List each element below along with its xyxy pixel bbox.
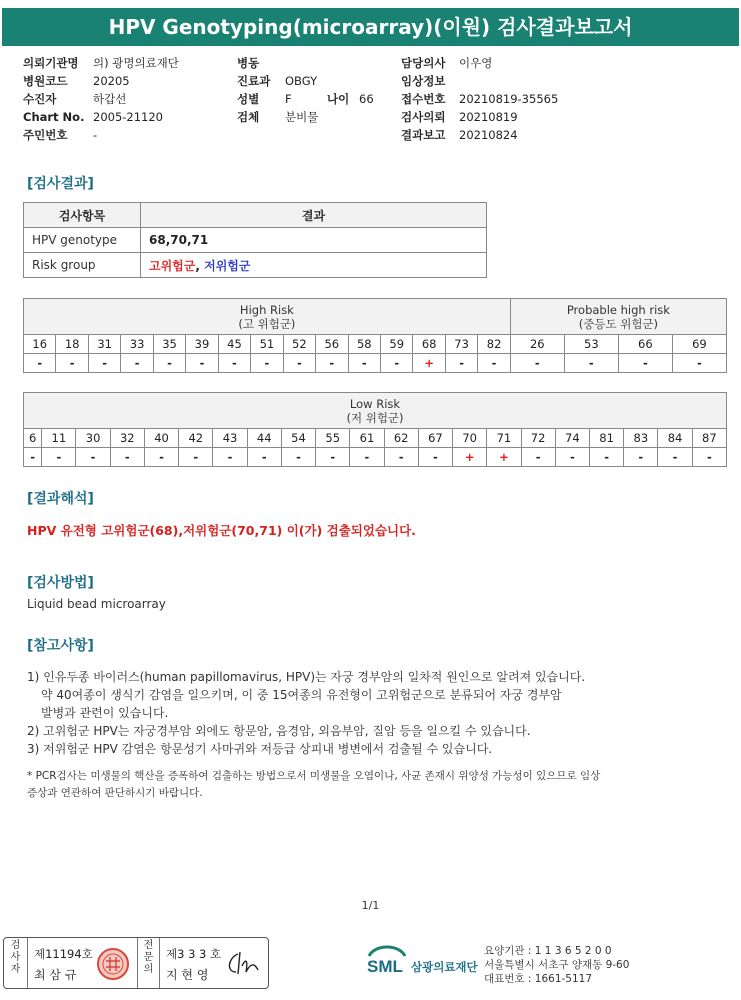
high-risk-result-cell-4: - [153,354,185,373]
low-risk-type-cell-8: 54 [281,429,315,448]
request-date-value: 20210819 [459,110,518,124]
low-risk-type-cell-12: 67 [418,429,452,448]
low-risk-result-cell-14: + [487,448,521,467]
pcr-note-line: * PCR검사는 미생물의 핵산을 증폭하여 검출하는 방법으로서 미생물을 오염이나, 사균 존재시 위양성 가능성이 있으므로 임상 [27,770,601,782]
high-risk-type-cell-6: 45 [218,335,250,354]
high-risk-type-cell-13: 73 [445,335,477,354]
low-risk-result-cell-1: - [42,448,76,467]
results-header-item: 검사항목 [24,203,141,228]
high-risk-result-cell-8: - [283,354,315,373]
low-risk-type-cell-5: 42 [179,429,213,448]
low-risk-type-cell-1: 11 [42,429,76,448]
doctor-license: 제3 3 3 호 [166,947,222,961]
pcr-note-line: 증상과 연관하여 판단하시기 바랍니다. [27,787,203,799]
receipt-no-label: 접수번호 [401,92,446,106]
age-label: 나이 [327,92,350,106]
report-date-label: 결과보고 [401,128,446,142]
institution-phone: 대표번호 : 1661-5117 [484,973,593,985]
high-risk-title: High Risk [239,302,294,317]
low-risk-result-cell-11: - [384,448,418,467]
high-risk-subtitle: (고 위험군) [238,316,296,331]
chart-no-value: 2005-21120 [93,110,163,124]
high-risk-type-cell-16: 53 [564,335,618,354]
specimen-label: 검체 [237,110,260,124]
low-risk-type-cell-11: 62 [384,429,418,448]
doctor-name: 지 현 영 [166,968,209,982]
high-risk-result-cell-3: - [121,354,153,373]
inspector-name: 최 삼 규 [34,968,77,982]
results-header-result: 결과 [141,203,487,228]
logo-org: 삼광의료재단 [411,960,478,974]
low-risk-result-cell-18: - [624,448,658,467]
low-risk-result-cell-2: - [76,448,110,467]
high-risk-type-cell-2: 31 [88,335,120,354]
low-risk-result-cell-5: - [179,448,213,467]
low-risk-result-cell-10: - [350,448,384,467]
low-risk-grid [23,392,727,467]
low-risk-type-cell-6: 43 [213,429,247,448]
specialist-label: 전 문 의 [143,940,154,975]
inspector-label: 검 사 자 [10,940,21,975]
risk-high-text: 고위험군 [149,258,196,273]
reference-line: 발병과 관련이 있습니다. [41,706,169,720]
low-risk-type-cell-9: 55 [316,429,350,448]
info-column-1 [23,54,179,144]
low-risk-result-cell-13: + [453,448,487,467]
results-table [23,202,487,278]
high-risk-result-cell-13: - [445,354,477,373]
request-date-label: 검사의뢰 [401,110,446,124]
high-risk-result-cell-15: - [510,354,564,373]
low-risk-title: Low Risk [349,396,401,411]
low-risk-result-cell-6: - [213,448,247,467]
low-risk-header [24,393,727,429]
doctor-value: 이우영 [459,56,493,70]
high-risk-result-cell-11: - [380,354,412,373]
high-risk-type-cell-11: 59 [380,335,412,354]
institution-address: 서울특별시 서초구 양재동 9-60 [484,959,630,971]
references-list [27,668,585,758]
specimen-value: 분비물 [285,110,319,124]
references-section-title: [참고사항] [27,638,94,654]
resident-no-value: - [93,128,98,142]
institution-code: 요양기관 : 1 1 3 6 5 2 0 0 [484,945,612,957]
high-risk-grid [23,298,727,373]
interpretation-text: HPV 유전형 고위험군(68),저위험군(70,71) 이(가) 검출되었습니다. [27,523,416,538]
high-risk-type-cell-8: 52 [283,335,315,354]
low-risk-type-cell-19: 84 [658,429,692,448]
high-risk-result-cell-18: - [672,354,726,373]
high-risk-type-cell-10: 58 [348,335,380,354]
patient-label: 수진자 [23,92,57,106]
sml-logo [365,942,478,980]
method-section-title: [검사방법] [27,575,94,591]
high-risk-result-cell-6: - [218,354,250,373]
receipt-no-value: 20210819-35565 [459,92,559,106]
reference-line: 2) 고위험군 HPV는 자궁경부암 외에도 항문암, 음경암, 외음부암, 질암 등을 일으킬 수 있습니다. [27,724,531,738]
sex-label: 성별 [237,92,260,106]
institution-info [484,944,629,986]
inspector-cell [28,938,138,988]
doctor-cell [160,938,268,988]
org-label: 의뢰기관명 [23,56,79,70]
page-number: 1/1 [361,899,380,912]
low-risk-result-cell-20: - [692,448,726,467]
low-risk-type-cell-16: 74 [555,429,589,448]
table-row [24,228,487,253]
signature-icon [224,948,262,978]
high-risk-type-cell-1: 18 [56,335,88,354]
method-text: Liquid bead microarray [27,597,166,611]
high-risk-result-cell-2: - [88,354,120,373]
low-risk-subtitle: (저 위험군) [346,410,404,425]
high-risk-result-cell-12: + [413,354,445,373]
low-risk-type-cell-0: 6 [24,429,42,448]
logo-text: SML [367,957,403,976]
high-risk-result-cell-16: - [564,354,618,373]
probable-risk-header [510,299,726,335]
low-risk-result-cell-9: - [316,448,350,467]
table-row [24,253,487,278]
high-risk-type-cell-3: 33 [121,335,153,354]
low-risk-result-cell-7: - [247,448,281,467]
low-risk-type-cell-13: 70 [453,429,487,448]
high-risk-type-cell-18: 69 [672,335,726,354]
risk-separator: , [195,258,205,273]
high-risk-type-cell-0: 16 [24,335,56,354]
high-risk-type-cell-9: 56 [316,335,348,354]
high-risk-result-cell-0: - [24,354,56,373]
high-risk-result-cell-5: - [186,354,218,373]
risk-group-label: Risk group [24,253,141,278]
logo-icon [365,942,409,976]
high-risk-result-cell-9: - [316,354,348,373]
dept-value: OBGY [285,74,318,88]
reference-line: 1) 인유두종 바이러스(human papillomavirus, HPV)는 자궁 경부암의 일차적 원인으로 알려져 있습니다. [27,670,586,684]
resident-no-label: 주민번호 [23,128,68,142]
low-risk-result-cell-15: - [521,448,555,467]
info-column-3 [401,54,558,144]
hospital-code-label: 병원코드 [23,74,68,88]
high-risk-header [24,299,511,335]
high-risk-type-cell-17: 66 [618,335,672,354]
genotype-value: 68,70,71 [141,228,487,253]
pcr-note [27,768,600,802]
low-risk-type-cell-17: 81 [589,429,623,448]
low-risk-result-cell-3: - [110,448,144,467]
inspector-license: 제11194호 [34,947,93,961]
high-risk-type-cell-4: 35 [153,335,185,354]
low-risk-type-cell-20: 87 [692,429,726,448]
ward-label: 병동 [237,56,260,70]
low-risk-type-cell-14: 71 [487,429,521,448]
low-risk-type-cell-18: 83 [624,429,658,448]
high-risk-result-cell-14: - [478,354,510,373]
low-risk-result-cell-0: - [24,448,42,467]
high-risk-type-cell-7: 51 [251,335,283,354]
low-risk-result-cell-8: - [281,448,315,467]
risk-group-value [141,253,487,278]
doctor-label-cell [138,938,160,988]
low-risk-type-cell-2: 30 [76,429,110,448]
probable-risk-subtitle: (중등도 위험군) [578,316,659,331]
clinical-info-label: 임상정보 [401,74,446,88]
hospital-code-value: 20205 [93,74,130,88]
high-risk-type-cell-15: 26 [510,335,564,354]
high-risk-type-cell-14: 82 [478,335,510,354]
patient-value: 하갑선 [93,92,127,106]
genotype-label: HPV genotype [24,228,141,253]
report-title: HPV Genotyping(microarray)(이원) 검사결과보고서 [2,8,739,46]
reference-line: 3) 저위험군 HPV 감염은 항문성기 사마귀와 저등급 상피내 병변에서 검출될 수 있습니다. [27,742,493,756]
report-date-value: 20210824 [459,128,518,142]
info-column-2 [237,54,374,126]
probable-risk-title: Probable high risk [566,302,670,317]
low-risk-type-cell-4: 40 [144,429,178,448]
doctor-label: 담당의사 [401,56,446,70]
low-risk-type-cell-15: 72 [521,429,555,448]
high-risk-result-cell-10: - [348,354,380,373]
low-risk-result-cell-12: - [418,448,452,467]
age-value: 66 [359,92,374,106]
high-risk-type-cell-5: 39 [186,335,218,354]
high-risk-result-cell-17: - [618,354,672,373]
interpretation-section-title: [결과해석] [27,491,94,507]
high-risk-result-cell-7: - [251,354,283,373]
low-risk-type-cell-7: 44 [247,429,281,448]
high-risk-type-cell-12: 68 [413,335,445,354]
low-risk-result-cell-16: - [555,448,589,467]
sex-value: F [285,92,292,106]
dept-label: 진료과 [237,74,271,88]
results-section-title: [검사결과] [27,176,94,192]
reference-line: 약 40여종이 생식기 감염을 일으키며, 이 중 15여종의 유전형이 고위험군으로 분류되어 자궁 경부암 [41,688,562,702]
chart-no-label: Chart No. [23,110,85,124]
inspector-label-cell [4,938,28,988]
low-risk-result-cell-19: - [658,448,692,467]
risk-low-text: 저위험군 [204,258,251,273]
low-risk-result-cell-4: - [144,448,178,467]
org-value: 의) 광명의료재단 [93,56,179,70]
low-risk-type-cell-3: 32 [110,429,144,448]
seal-icon [96,947,130,981]
low-risk-type-cell-10: 61 [350,429,384,448]
signature-box [3,937,269,989]
high-risk-result-cell-1: - [56,354,88,373]
low-risk-result-cell-17: - [589,448,623,467]
